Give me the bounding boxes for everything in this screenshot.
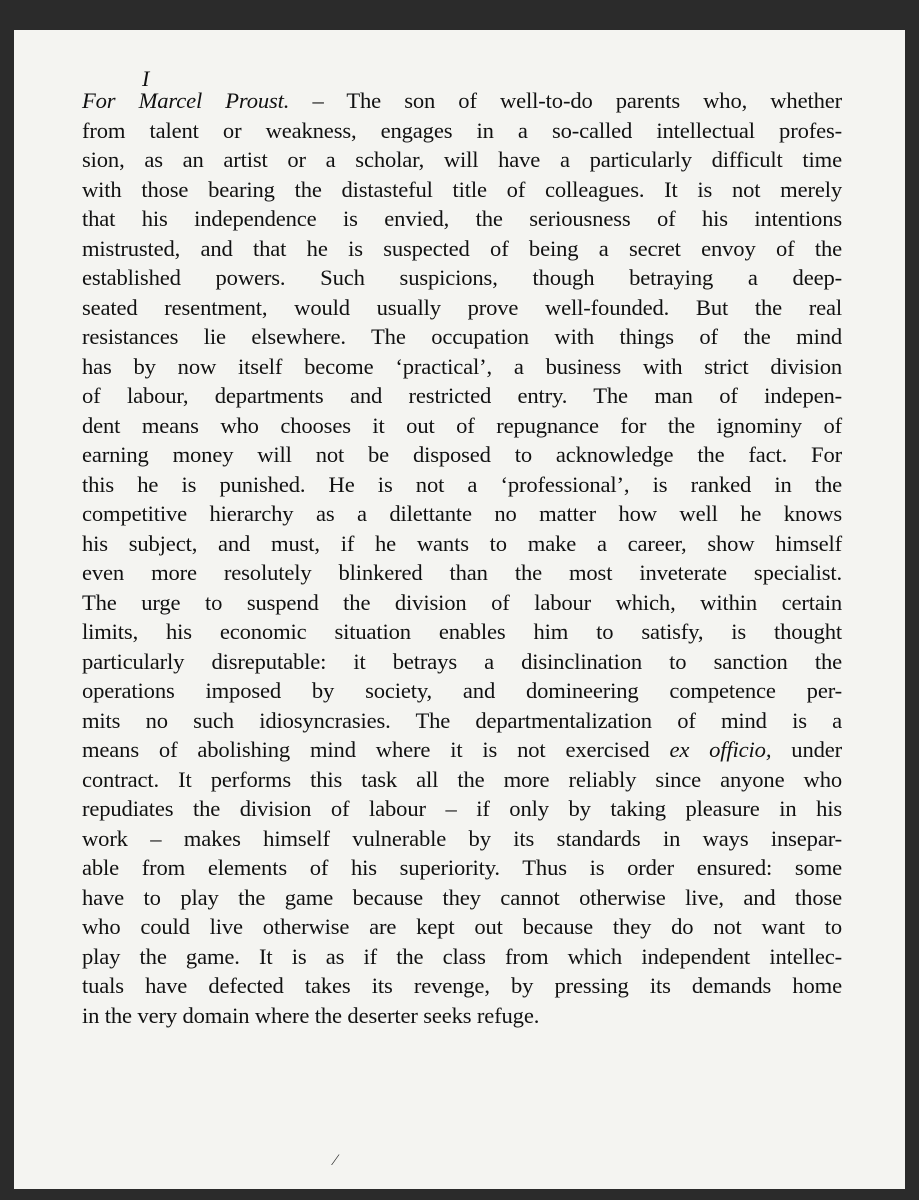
text-line: tuals have defected takes its revenge, by pressing its demands home — [82, 973, 842, 998]
text-line: has by now itself become ‘practical’, a business with strict division — [82, 353, 842, 379]
text-line: repudiates the division of labour – if only by taking pleasure in his — [82, 796, 842, 821]
text-line: even more resolutely blinkered than the most inveterate specialist. — [82, 560, 842, 585]
section-heading: For Marcel Proust. — [82, 88, 290, 113]
text-line: For Marcel Proust. – The son of well-to-do parents who, whether — [82, 88, 842, 113]
text-line: seated resentment, would usually prove well-founded. But the real — [82, 294, 842, 320]
text-line: particularly disreputable: it betrays a disinclination to sanction the — [82, 648, 842, 674]
italic-phrase: ex officio, — [669, 737, 772, 762]
text-line: who could live otherwise are kept out because they do not want to — [82, 914, 842, 939]
text-line: dent means who chooses it out of repugnance for the ignominy of — [82, 412, 842, 438]
text-line: work – makes himself vulnerable by its standards in ways insepar- — [82, 825, 842, 851]
text-line: The urge to suspend the division of labour which, within certain — [82, 589, 842, 615]
text-line: this he is punished. He is not a ‘professional’, is ranked in the — [82, 471, 842, 497]
text-line: operations imposed by society, and domineering competence per- — [82, 678, 842, 703]
text-line: able from elements of his superiority. Thus is order ensured: some — [82, 855, 842, 880]
text-line: of labour, departments and restricted entry. The man of indepen- — [82, 383, 842, 408]
text-line: in the very domain where the deserter seeks refuge. — [82, 1002, 540, 1028]
text-line: earning money will not be disposed to acknowledge the fact. For — [82, 442, 842, 467]
text-line: his subject, and must, if he wants to make a career, show himself — [82, 530, 842, 556]
paragraph — [82, 86, 842, 1030]
text-line: limits, his economic situation enables him to satisfy, is thought — [82, 619, 842, 644]
text-line: have to play the game because they cannot otherwise live, and those — [82, 884, 842, 910]
text-line: mistrusted, and that he is suspected of being a secret envoy of the — [82, 235, 842, 261]
stray-mark: ⁄ — [334, 1152, 337, 1169]
page-number: I — [142, 66, 150, 91]
text-line: from talent or weakness, engages in a so-called intellectual profes- — [82, 117, 842, 143]
text-line: means of abolishing mind where it is not exercised ex officio, under — [82, 737, 842, 762]
text-line: that his independence is envied, the seriousness of his intentions — [82, 206, 842, 231]
text-line: with those bearing the distasteful title of colleagues. It is not merely — [82, 176, 842, 202]
text-line: established powers. Such suspicions, though betraying a deep- — [82, 265, 842, 290]
text-line: contract. It performs this task all the more reliably since anyone who — [82, 766, 842, 792]
text-line: mits no such idiosyncrasies. The departmentalization of mind is a — [82, 707, 842, 733]
text-line: play the game. It is as if the class from which independent intellec- — [82, 943, 842, 969]
book-page — [14, 30, 905, 1189]
text-line: resistances lie elsewhere. The occupation with things of the mind — [82, 324, 842, 349]
text-line: sion, as an artist or a scholar, will have a particularly difficult time — [82, 147, 842, 172]
text-line: competitive hierarchy as a dilettante no matter how well he knows — [82, 501, 842, 526]
